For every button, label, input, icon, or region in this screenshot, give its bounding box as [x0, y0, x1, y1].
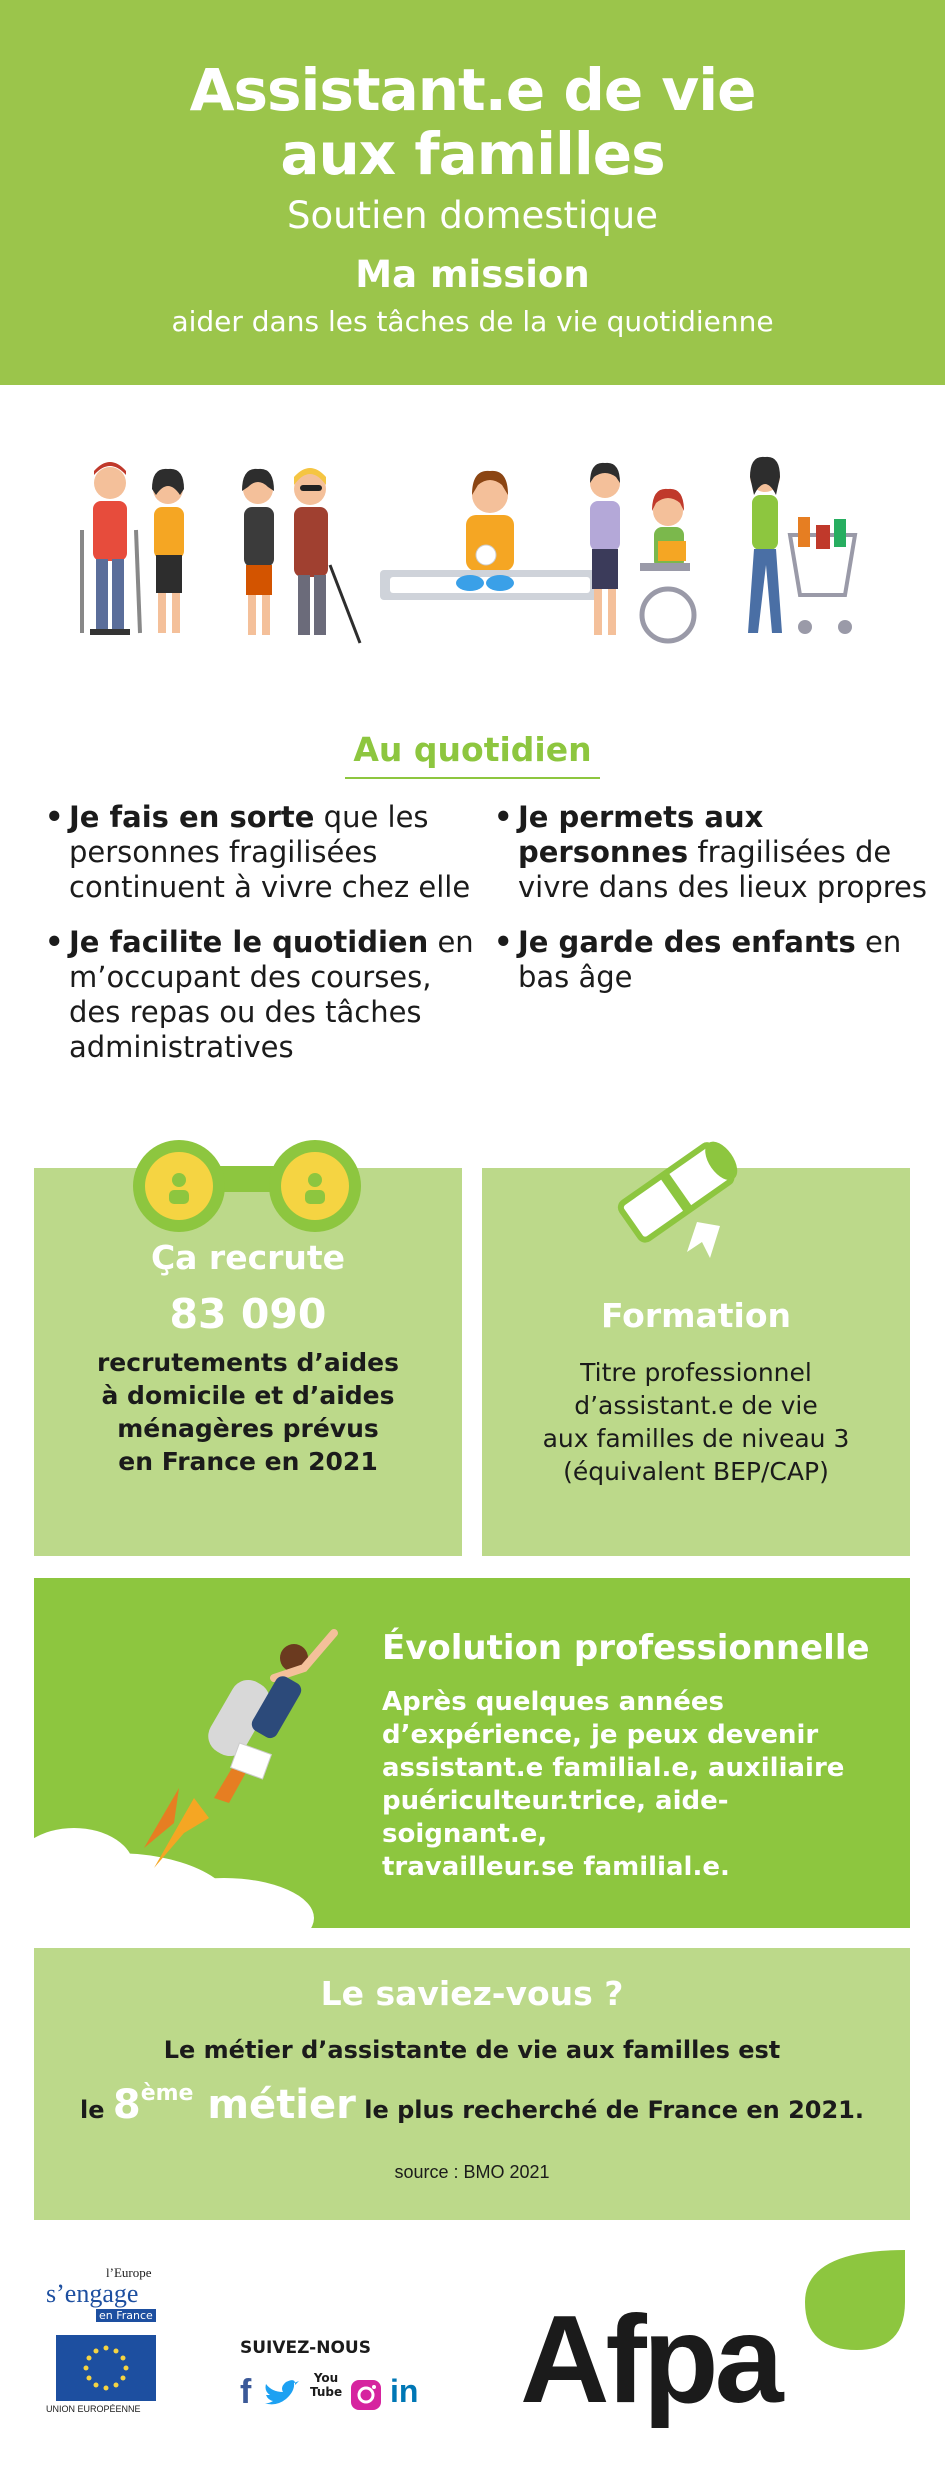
diploma-icon — [602, 1122, 762, 1262]
item-bold: Je garde des enfants — [518, 925, 856, 959]
rank-number — [113, 2082, 194, 2128]
text-line: d’expérience, je peux devenir — [382, 1720, 819, 1750]
fact-line-2 — [34, 2074, 910, 2130]
instagram-icon[interactable] — [350, 2379, 382, 2411]
person-crutches-figure — [82, 462, 140, 635]
title-underline — [345, 777, 600, 779]
career-text — [382, 1686, 882, 1884]
eu-europe-text: l’Europe — [106, 2265, 152, 2280]
binoculars-icon — [129, 1136, 365, 1236]
twitter-icon[interactable] — [262, 2379, 300, 2409]
youtube-icon[interactable] — [310, 2371, 342, 2407]
list-item — [494, 925, 934, 995]
fact-text: le plus recherché de France en 2021. — [355, 2096, 864, 2124]
page-title — [0, 58, 945, 186]
bullet: • — [45, 925, 64, 959]
training-title: Formation — [600, 1296, 792, 1335]
eu-france-text: en France — [96, 2309, 156, 2322]
item-bold: Je fais en sorte — [69, 800, 315, 834]
did-you-know-title: Le saviez-vous ? — [320, 1974, 624, 2013]
text-line: ménagères prévus — [117, 1414, 379, 1443]
afpa-leaf-icon — [805, 2250, 905, 2350]
title-line-1: Assistant.e de vie — [189, 56, 756, 124]
training-box — [482, 1168, 910, 1556]
career-evolution-box — [34, 1578, 910, 1928]
rank-suffix: ème — [140, 2081, 194, 2106]
recruitment-number: 83 090 — [169, 1290, 327, 1338]
mission-title: Ma mission — [355, 253, 590, 296]
recruitment-text — [34, 1346, 462, 1478]
jetpack-rocket-icon — [34, 1618, 364, 1928]
daily-left-column — [45, 800, 485, 1085]
list-item — [45, 925, 485, 1065]
item-bold: Je facilite le quotidien — [69, 925, 429, 959]
text-line: Après quelques années — [382, 1687, 724, 1717]
item-text: en m’occupant des courses, des repas ou des tâches administratives — [69, 925, 474, 1064]
text-line: recrutements d’aides — [96, 1348, 400, 1377]
eu-flag-icon — [56, 2335, 156, 2401]
facebook-icon[interactable]: f — [240, 2373, 252, 2411]
item-bold: Je permets aux personnes — [518, 800, 764, 869]
europe-engage-logo — [46, 2265, 158, 2325]
caregiver-2-figure — [242, 469, 274, 635]
text-line: puériculteur.trice, aide-soignant.e, — [382, 1786, 729, 1849]
training-text — [482, 1356, 910, 1488]
text-line: travailleur.se familial.e. — [382, 1852, 730, 1882]
blind-person-figure — [294, 468, 360, 643]
follow-us-label: SUIVEZ-NOUS — [240, 2338, 371, 2358]
text-line: d’assistant.e de vie — [574, 1391, 818, 1420]
text-line: (équivalent BEP/CAP) — [563, 1457, 829, 1486]
daily-title: Au quotidien — [353, 730, 592, 769]
recruitment-title: Ça recrute — [150, 1238, 346, 1277]
social-links — [238, 2365, 438, 2415]
fact-text: le — [79, 2096, 113, 2124]
item-text: que les personnes fragilisées continuent à vivre chez elle — [69, 800, 471, 904]
text-line: à domicile et d’aides — [101, 1381, 395, 1410]
rank-value: 8 — [112, 2082, 141, 2128]
eu-engage-text: s’engage — [46, 2279, 139, 2308]
dishwashing-figure — [380, 471, 600, 600]
fact-line-1: Le métier d’assistante de vie aux familles est — [163, 2036, 781, 2064]
list-item — [45, 800, 485, 905]
item-text: fragilisées de vivre dans des lieux propres — [518, 835, 927, 904]
shopping-cart-figure — [790, 517, 855, 634]
bullet: • — [494, 800, 513, 834]
metier-word: métier — [193, 2082, 356, 2128]
caregivers-illustration — [60, 455, 900, 695]
item-text: en bas âge — [518, 925, 902, 994]
caregiver-1-figure — [152, 469, 184, 633]
title-line-2: aux familles — [280, 120, 665, 188]
header-banner — [0, 0, 945, 385]
list-item — [494, 800, 934, 905]
source-note: source : BMO 2021 — [394, 2162, 550, 2182]
youtube-label: You Tube — [310, 2371, 343, 2399]
did-you-know-box — [34, 1948, 910, 2220]
career-title: Évolution professionnelle — [382, 1628, 870, 1668]
caregiver-3-figure — [590, 463, 620, 635]
afpa-wordmark: Afpa — [520, 2291, 780, 2429]
bullet: • — [494, 925, 513, 959]
daily-right-column — [494, 800, 934, 1015]
text-line: Titre professionnel — [580, 1358, 812, 1387]
shopper-figure — [748, 457, 782, 633]
bullet: • — [45, 800, 64, 834]
recruitment-box — [34, 1168, 462, 1556]
mission-text: aider dans les tâches de la vie quotidienne — [171, 305, 774, 338]
text-line: aux familles de niveau 3 — [542, 1424, 850, 1453]
linkedin-icon[interactable]: in — [390, 2373, 419, 2409]
page-subtitle: Soutien domestique — [286, 194, 659, 237]
text-line: assistant.e familial.e, auxiliaire — [382, 1753, 845, 1783]
text-line: en France en 2021 — [118, 1447, 378, 1476]
eu-label: UNION EUROPÉENNE — [46, 2404, 141, 2414]
wheelchair-person-figure — [640, 489, 694, 641]
afpa-logo — [520, 2250, 910, 2450]
